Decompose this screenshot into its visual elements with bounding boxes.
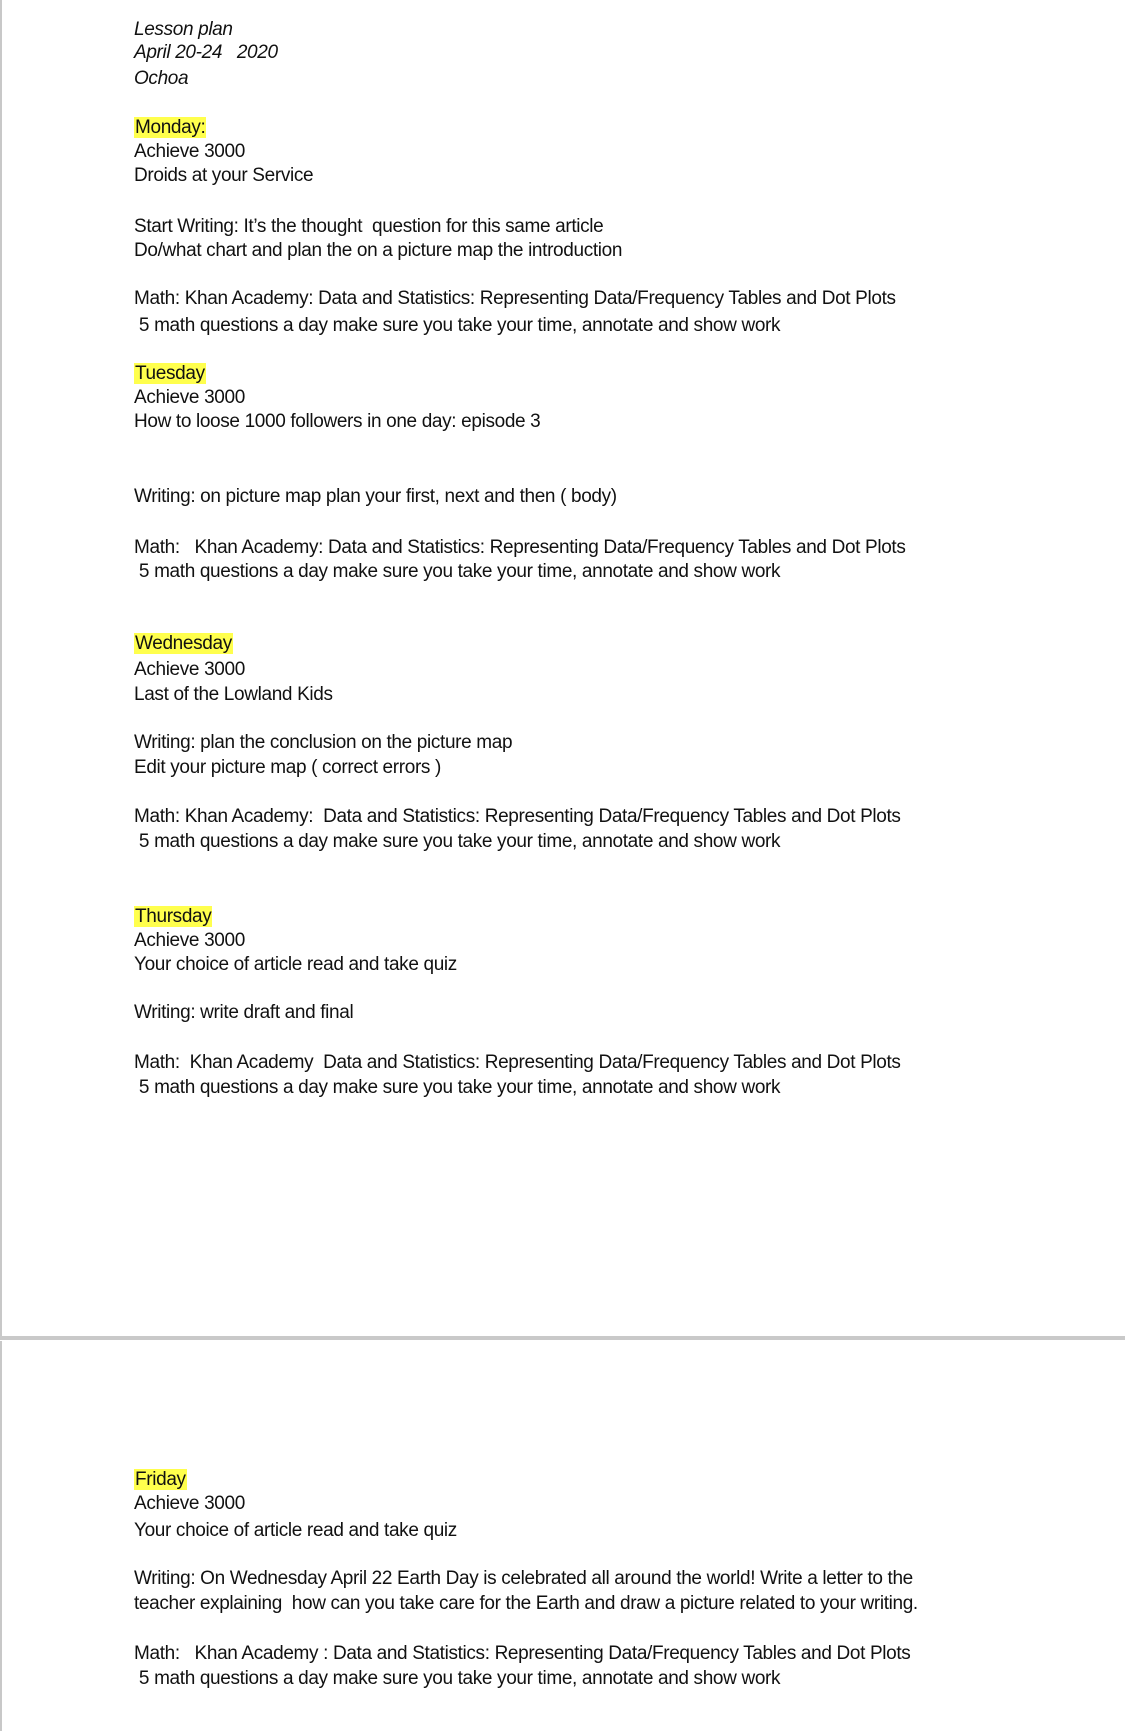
day-heading-wednesday xyxy=(134,632,233,656)
plan-line: Do/what chart and plan the on a picture map the introduction xyxy=(134,240,623,261)
plan-line: Math: Khan Academy: Data and Statistics: Representing Data/Frequency Tables and Dot Plots xyxy=(134,806,901,827)
plan-line: Math: Khan Academy: Data and Statistics: Representing Data/Frequency Tables and Dot Plots xyxy=(134,537,906,558)
plan-line: Writing: on picture map plan your first, next and then ( body) xyxy=(134,486,617,507)
plan-line: Last of the Lowland Kids xyxy=(134,684,333,705)
plan-line: Edit your picture map ( correct errors ) xyxy=(134,757,441,778)
plan-line: Achieve 3000 xyxy=(134,930,245,951)
plan-line: How to loose 1000 followers in one day: episode 3 xyxy=(134,411,541,432)
doc-title: Lesson plan xyxy=(134,19,233,40)
plan-line: Writing: On Wednesday April 22 Earth Day is celebrated all around the world! Write a letter to the xyxy=(134,1568,913,1589)
highlighted-text: Tuesday xyxy=(135,363,205,384)
day-heading-tuesday xyxy=(134,362,206,386)
page-separator xyxy=(0,1336,1125,1340)
plan-line: Droids at your Service xyxy=(134,165,314,186)
plan-line: Achieve 3000 xyxy=(134,659,245,680)
day-heading-thursday xyxy=(134,905,212,929)
plan-line: 5 math questions a day make sure you take your time, annotate and show work xyxy=(134,1668,781,1689)
highlighted-text: Wednesday xyxy=(135,633,232,654)
highlighted-text: Friday xyxy=(135,1469,186,1490)
plan-line: 5 math questions a day make sure you take your time, annotate and show work xyxy=(134,1077,781,1098)
plan-line: Math: Khan Academy : Data and Statistics: Representing Data/Frequency Tables and Dot Plots xyxy=(134,1643,911,1664)
day-heading-friday xyxy=(134,1468,187,1492)
highlighted-text: Monday: xyxy=(135,117,206,138)
plan-line: 5 math questions a day make sure you take your time, annotate and show work xyxy=(134,315,781,336)
plan-line: Achieve 3000 xyxy=(134,141,245,162)
day-heading-monday xyxy=(134,116,206,140)
plan-line: Writing: plan the conclusion on the picture map xyxy=(134,732,513,753)
plan-line: Start Writing: It’s the thought question for this same article xyxy=(134,216,604,237)
plan-line: Math: Khan Academy Data and Statistics: Representing Data/Frequency Tables and Dot Plots xyxy=(134,1052,901,1073)
highlighted-text: Thursday xyxy=(135,906,212,927)
plan-line: Math: Khan Academy: Data and Statistics: Representing Data/Frequency Tables and Dot Plots xyxy=(134,288,896,309)
doc-teacher: Ochoa xyxy=(134,68,189,89)
plan-line: 5 math questions a day make sure you take your time, annotate and show work xyxy=(134,561,781,582)
plan-line: Your choice of article read and take quiz xyxy=(134,954,457,975)
plan-line: Achieve 3000 xyxy=(134,1493,245,1514)
plan-line: teacher explaining how can you take care for the Earth and draw a picture related to your writing. xyxy=(134,1593,918,1614)
doc-dates: April 20-24 2020 xyxy=(134,42,278,63)
plan-line: Achieve 3000 xyxy=(134,387,245,408)
plan-line: Your choice of article read and take quiz xyxy=(134,1520,457,1541)
plan-line: Writing: write draft and final xyxy=(134,1002,354,1023)
plan-line: 5 math questions a day make sure you take your time, annotate and show work xyxy=(134,831,781,852)
